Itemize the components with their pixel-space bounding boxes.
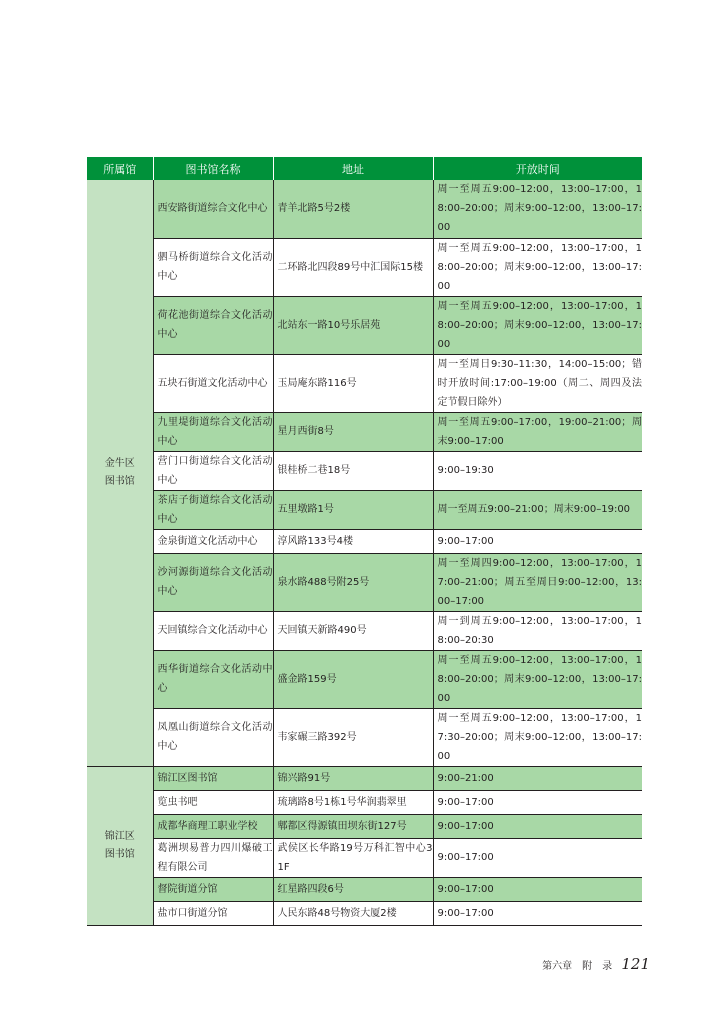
library-name-cell: 沙河源街道综合文化活动中心 xyxy=(153,553,273,611)
library-name-cell: 五块石街道文化活动中心 xyxy=(153,354,273,412)
hours-cell: 周一至周五9:00–12:00，13:00–17:00，18:00–20:00；周末9:00–12:00，13:00–17:00 xyxy=(433,238,642,296)
header-address: 地址 xyxy=(273,157,433,180)
library-name-cell: 荷花池街道综合文化活动中心 xyxy=(153,296,273,354)
table-row xyxy=(87,814,642,838)
hours-cell: 9:00–17:00 xyxy=(433,877,642,901)
library-name-cell: 凤凰山街道综合文化活动中心 xyxy=(153,708,273,766)
hours-cell: 周一至周五9:00–12:00，13:00–17:00，18:00–20:00；周末9:00–12:00，13:00–17:00 xyxy=(433,296,642,354)
table-row xyxy=(87,238,642,296)
address-cell: 天回镇天新路490号 xyxy=(273,611,433,650)
address-cell: 韦家碾三路392号 xyxy=(273,708,433,766)
table-row xyxy=(87,553,642,611)
table-row xyxy=(87,766,642,790)
table-row xyxy=(87,790,642,814)
hours-cell: 周一至周五9:00–21:00；周末9:00–19:00 xyxy=(433,490,642,529)
table-header-row xyxy=(87,157,642,180)
table-row xyxy=(87,451,642,490)
table-row xyxy=(87,708,642,766)
address-cell: 琉璃路8号1栋1号华润翡翠里 xyxy=(273,790,433,814)
hours-cell: 周一到周五9:00–12:00，13:00–17:00，18:00–20:30 xyxy=(433,611,642,650)
library-name-cell: 西安路街道综合文化中心 xyxy=(153,180,273,238)
hours-cell: 周一至周五9:00–12:00，13:00–17:00，17:30–20:00；周末9:00–12:00，13:00–17:00 xyxy=(433,708,642,766)
address-cell: 北站东一路10号乐居苑 xyxy=(273,296,433,354)
library-name-cell: 盐市口街道分馆 xyxy=(153,901,273,925)
library-name-cell: 成都华商理工职业学校 xyxy=(153,814,273,838)
address-cell: 武侯区长华路19号万科汇智中心31F xyxy=(273,838,433,877)
hours-cell: 9:00–17:00 xyxy=(433,838,642,877)
hours-cell: 周一至周四9:00–12:00，13:00–17:00，17:00–21:00；周五至周日9:00–12:00，13:00–17:00 xyxy=(433,553,642,611)
page-footer xyxy=(542,955,650,973)
table-row xyxy=(87,354,642,412)
page-number: 121 xyxy=(621,955,650,973)
address-cell: 郫都区得源镇田坝东街127号 xyxy=(273,814,433,838)
library-name-cell: 驷马桥街道综合文化活动中心 xyxy=(153,238,273,296)
district-cell: 金牛区 图书馆 xyxy=(87,180,153,766)
table-row xyxy=(87,901,642,925)
library-name-cell: 九里堤街道综合文化活动中心 xyxy=(153,412,273,451)
hours-cell: 9:00–17:00 xyxy=(433,790,642,814)
library-name-cell: 督院街道分馆 xyxy=(153,877,273,901)
table-row xyxy=(87,490,642,529)
library-name-cell: 览虫书吧 xyxy=(153,790,273,814)
district-cell: 锦江区 图书馆 xyxy=(87,766,153,925)
table-row xyxy=(87,650,642,708)
address-cell: 星月西街8号 xyxy=(273,412,433,451)
library-table xyxy=(87,157,642,926)
table-row xyxy=(87,412,642,451)
hours-cell: 周一至周五9:00–12:00，13:00–17:00，18:00–20:00；周末9:00–12:00，13:00–17:00 xyxy=(433,650,642,708)
table-row xyxy=(87,296,642,354)
address-cell: 银桂桥二巷18号 xyxy=(273,451,433,490)
hours-cell: 周一至周五9:00–17:00，19:00–21:00；周末9:00–17:00 xyxy=(433,412,642,451)
address-cell: 五里墩路1号 xyxy=(273,490,433,529)
library-name-cell: 营门口街道综合文化活动中心 xyxy=(153,451,273,490)
table-row xyxy=(87,529,642,553)
address-cell: 青羊北路5号2楼 xyxy=(273,180,433,238)
table-body xyxy=(87,180,642,925)
library-name-cell: 天回镇综合文化活动中心 xyxy=(153,611,273,650)
hours-cell: 周一至周五9:00–12:00，13:00–17:00，18:00–20:00；周末9:00–12:00，13:00–17:00 xyxy=(433,180,642,238)
address-cell: 盛金路159号 xyxy=(273,650,433,708)
library-name-cell: 茶店子街道综合文化活动中心 xyxy=(153,490,273,529)
header-opening-hours: 开放时间 xyxy=(433,157,642,180)
library-name-cell: 锦江区图书馆 xyxy=(153,766,273,790)
header-district: 所属馆 xyxy=(87,157,153,180)
library-name-cell: 西华街道综合文化活动中心 xyxy=(153,650,273,708)
address-cell: 淳风路133号4楼 xyxy=(273,529,433,553)
table-row xyxy=(87,180,642,238)
table-row xyxy=(87,877,642,901)
hours-cell: 9:00–21:00 xyxy=(433,766,642,790)
table-row xyxy=(87,838,642,877)
address-cell: 泉水路488号附25号 xyxy=(273,553,433,611)
table-row xyxy=(87,611,642,650)
hours-cell: 9:00–17:00 xyxy=(433,814,642,838)
hours-cell: 9:00–19:30 xyxy=(433,451,642,490)
address-cell: 玉局庵东路116号 xyxy=(273,354,433,412)
address-cell: 锦兴路91号 xyxy=(273,766,433,790)
address-cell: 红星路四段6号 xyxy=(273,877,433,901)
hours-cell: 9:00–17:00 xyxy=(433,529,642,553)
header-library-name: 图书馆名称 xyxy=(153,157,273,180)
library-name-cell: 金泉街道文化活动中心 xyxy=(153,529,273,553)
address-cell: 人民东路48号物资大厦2楼 xyxy=(273,901,433,925)
library-name-cell: 葛洲坝易普力四川爆破工程有限公司 xyxy=(153,838,273,877)
hours-cell: 9:00–17:00 xyxy=(433,901,642,925)
chapter-label: 第六章 附 录 xyxy=(542,961,613,972)
address-cell: 二环路北四段89号中汇国际15楼 xyxy=(273,238,433,296)
hours-cell: 周一至周日9:30–11:30，14:00–15:00；错时开放时间:17:00–19:00（周二、周四及法定节假日除外） xyxy=(433,354,642,412)
